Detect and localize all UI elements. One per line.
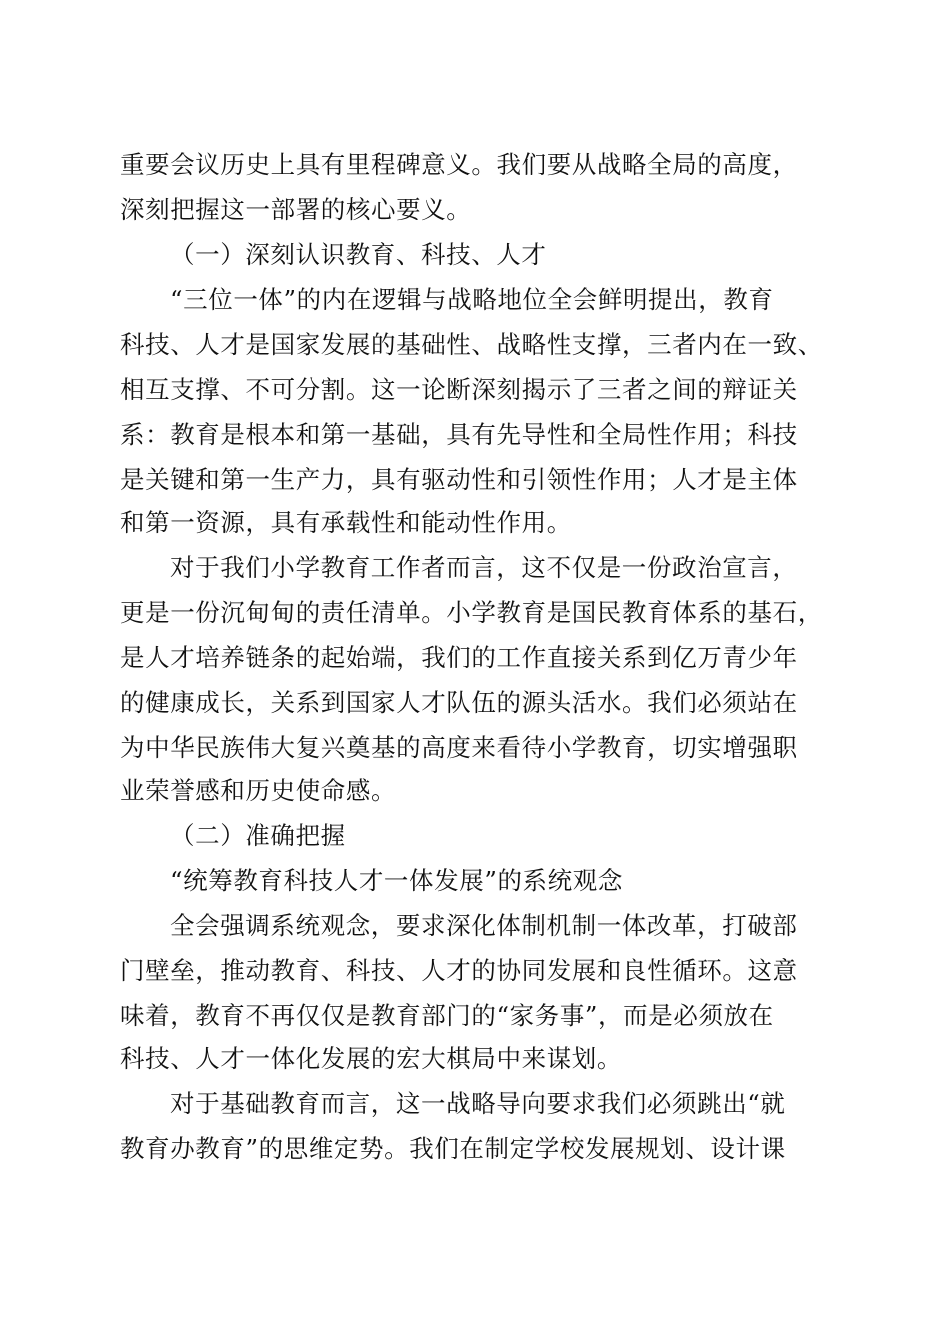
section-heading-1: （一）深刻认识教育、科技、人才 — [170, 240, 547, 269]
body-text-line: 味着，教育不再仅仅是教育部门的“家务事”，而是必须放在 — [120, 1001, 774, 1030]
body-text-line: 全会强调系统观念，要求深化体制机制一体改革，打破部 — [170, 911, 798, 940]
section-heading-2: （二）准确把握 — [170, 821, 346, 850]
body-text-line: “三位一体”的内在逻辑与战略地位全会鲜明提出，教育 — [170, 285, 774, 314]
body-text-line: 更是一份沉甸甸的责任清单。小学教育是国民教育体系的基石， — [120, 598, 823, 627]
body-text-line: 和第一资源，具有承载性和能动性作用。 — [120, 508, 572, 537]
body-text-line: 的健康成长，关系到国家人才队伍的源头活水。我们必须站在 — [120, 688, 798, 717]
body-text-line: 相互支撑、不可分割。这一论断深刻揭示了三者之间的辩证关 — [120, 375, 798, 404]
body-text-line: 教育办教育”的思维定势。我们在制定学校发展规划、设计课 — [120, 1134, 786, 1163]
body-text-line: 重要会议历史上具有里程碑意义。我们要从战略全局的高度， — [120, 150, 798, 179]
body-text-line: 系：教育是根本和第一基础，具有先导性和全局性作用；科技 — [120, 420, 798, 449]
body-text-line: 对于我们小学教育工作者而言，这不仅是一份政治宣言， — [170, 553, 798, 582]
body-text-line: 为中华民族伟大复兴奠基的高度来看待小学教育，切实增强职 — [120, 733, 798, 762]
body-text-line: 对于基础教育而言，这一战略导向要求我们必须跳出“就 — [170, 1089, 786, 1118]
body-text-line: 科技、人才是国家发展的基础性、战略性支撑，三者内在一致、 — [120, 330, 823, 359]
body-text-line: 门壁垒，推动教育、科技、人才的协同发展和良性循环。这意 — [120, 956, 798, 985]
body-text-line: 科技、人才一体化发展的宏大棋局中来谋划。 — [120, 1044, 622, 1073]
section-heading-2-continued: “统筹教育科技人才一体发展”的系统观念 — [170, 866, 623, 895]
body-text-line: 业荣誉感和历史使命感。 — [120, 776, 397, 805]
body-text-line: 是关键和第一生产力，具有驱动性和引领性作用；人才是主体 — [120, 465, 798, 494]
body-text-line: 深刻把握这一部署的核心要义。 — [120, 195, 472, 224]
body-text-line: 是人才培养链条的起始端，我们的工作直接关系到亿万青少年 — [120, 643, 798, 672]
